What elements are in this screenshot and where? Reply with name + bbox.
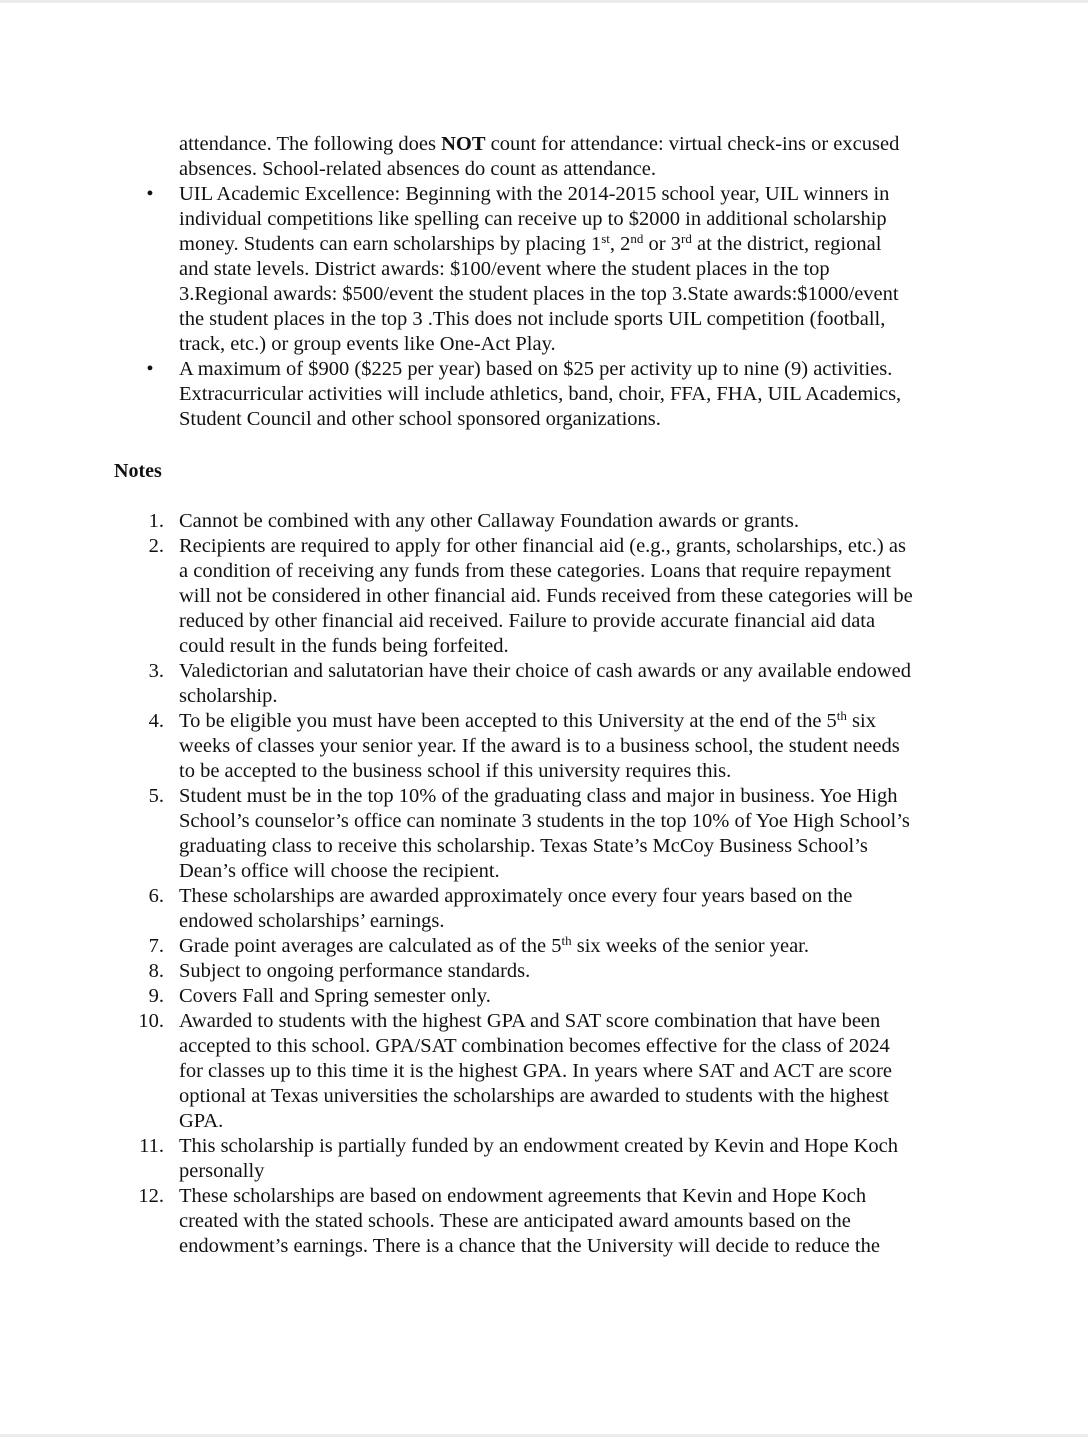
note-item-10 [0,1009,1088,1134]
note-line: for classes up to this time it is the highest GPA. In years where SAT and ACT are score [179,1060,893,1082]
note-line: reduced by other financial aid received. Failure to provide accurate financial aid data [179,610,876,632]
note-item-2 [0,534,1088,659]
notes-heading: Notes [114,460,162,482]
note-line: Subject to ongoing performance standards. [179,960,531,982]
superscript: th [561,933,572,948]
award-criteria-bullets [0,182,1088,432]
note-number: 5. [148,785,164,807]
text-run: at the district, regional [691,233,882,255]
note-item-6 [0,884,1088,934]
bullet-line: Extracurricular activities will include athletics, band, choir, FFA, FHA, UIL Academics, [179,383,902,405]
note-number: 6. [148,885,164,907]
text-run: money. Students can earn scholarships by placing 1 [179,233,602,255]
superscript: th [836,708,847,723]
emphasis-not: NOT [441,133,486,155]
superscript: rd [681,231,692,246]
bullet-line: UIL Academic Excellence: Beginning with the 2014-2015 school year, UIL winners in [179,183,890,205]
note-item-5 [0,784,1088,884]
text-run: or 3 [643,233,681,255]
note-line: graduating class to receive this scholarship. Texas State’s McCoy Business School’s [179,835,868,857]
note-line: accepted to this school. GPA/SAT combination becomes effective for the class of 2024 [179,1035,890,1057]
note-line: GPA. [179,1110,224,1132]
note-line: Awarded to students with the highest GPA and SAT score combination that have been [179,1010,881,1032]
note-line: could result in the funds being forfeited. [179,635,509,657]
note-item-4 [0,709,1088,784]
note-number: 7. [148,935,164,957]
note-line: Recipients are required to apply for other financial aid (e.g., grants, scholarships, etc.) as [179,535,906,557]
note-line: Cannot be combined with any other Callaway Foundation awards or grants. [179,510,799,532]
text-run: , 2 [609,233,631,255]
note-line: Covers Fall and Spring semester only. [179,985,491,1007]
text-run: To be eligible you must have been accepted to this University at the end of the 5 [179,710,837,732]
note-line: weeks of classes your senior year. If the award is to a business school, the student needs [179,735,900,757]
note-line: endowment’s earnings. There is a chance that the University will decide to reduce the [179,1235,880,1257]
bullet-line: A maximum of $900 ($225 per year) based on $25 per activity up to nine (9) activities. [179,358,893,380]
note-item-7 [0,934,1088,959]
note-line: Valedictorian and salutatorian have their choice of cash awards or any available endowed [179,660,911,682]
superscript: nd [630,231,644,246]
text-run: Grade point averages are calculated as of the 5 [179,935,562,957]
bullet-uil-academic-excellence [0,182,1088,357]
note-line: a condition of receiving any funds from these categories. Loans that require repayment [179,560,892,582]
note-line: optional at Texas universities the scholarships are awarded to students with the highest [179,1085,889,1107]
notes-list [0,509,1088,1259]
note-line: School’s counselor’s office can nominate 3 students in the top 10% of Yoe High School’s [179,810,910,832]
bullet-line: Student Council and other school sponsored organizations. [179,408,661,430]
note-number: 8. [148,960,164,982]
text-run: attendance. The following does [179,133,442,155]
note-line: This scholarship is partially funded by an endowment created by Kevin and Hope Koch [179,1135,899,1157]
note-line: Student must be in the top 10% of the graduating class and major in business. Yoe High [179,785,898,807]
text-run: six weeks of the senior year. [571,935,810,957]
text-run: six [846,710,876,732]
note-item-3 [0,659,1088,709]
note-line: endowed scholarships’ earnings. [179,910,445,932]
bullet-line: individual competitions like spelling can receive up to $2000 in additional scholarship [179,208,887,230]
attendance-continuation [0,132,1088,182]
bullet-line: 3.Regional awards: $500/event the student places in the top 3.State awards:$1000/event [179,283,899,305]
note-number: 3. [148,660,164,682]
continuation-line: absences. School-related absences do count as attendance. [179,158,656,180]
note-number: 10. [138,1010,164,1032]
superscript: st [601,231,610,246]
continuation-line [0,132,1088,157]
note-line: Dean’s office will choose the recipient. [179,860,500,882]
note-item-9 [0,984,1088,1009]
bullet-marker: • [146,358,154,380]
bullet-line [0,232,1088,257]
note-item-12 [0,1184,1088,1259]
note-item-8 [0,959,1088,984]
note-line: will not be considered in other financial aid. Funds received from these categories will be [179,585,913,607]
bullet-marker: • [146,183,154,205]
note-item-11 [0,1134,1088,1184]
note-line: These scholarships are based on endowment agreements that Kevin and Hope Koch [179,1185,867,1207]
bullet-line: track, etc.) or group events like One-Act Play. [179,333,556,355]
note-line: created with the stated schools. These are anticipated award amounts based on the [179,1210,851,1232]
note-line: scholarship. [179,685,278,707]
note-number: 1. [148,510,164,532]
note-number: 12. [138,1185,164,1207]
note-line: personally [179,1160,265,1182]
note-number: 4. [148,710,164,732]
text-run: count for attendance: virtual check-ins or excused [485,133,900,155]
note-number: 2. [148,535,164,557]
note-item-1 [0,509,1088,534]
page-top-edge [0,0,1088,3]
bullet-line: the student places in the top 3 .This does not include sports UIL competition (football, [179,308,886,330]
bullet-line: and state levels. District awards: $100/event where the student places in the top [179,258,830,280]
note-number: 11. [139,1135,164,1157]
note-line: to be accepted to the business school if this university requires this. [179,760,732,782]
note-line: These scholarships are awarded approximately once every four years based on the [179,885,853,907]
note-number: 9. [148,985,164,1007]
bullet-extracurricular [0,357,1088,432]
